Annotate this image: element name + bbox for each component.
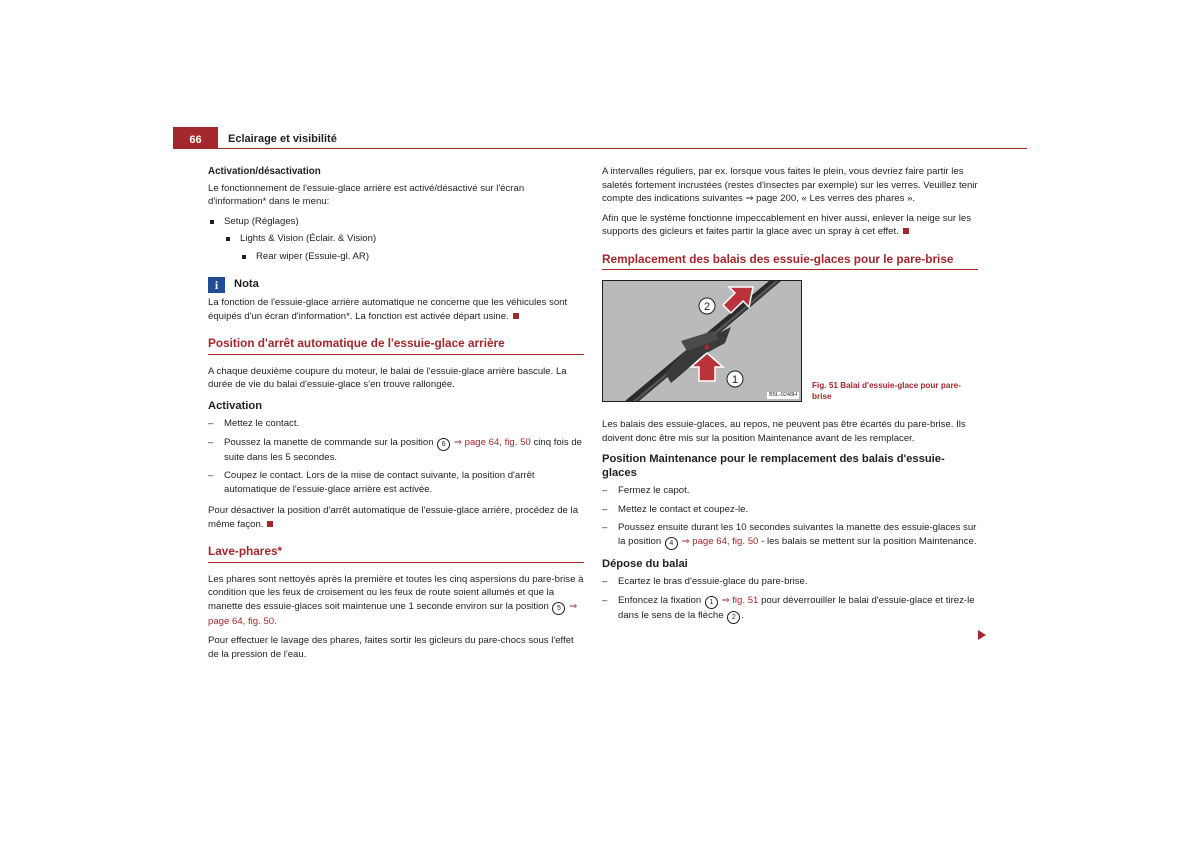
intro-text-2-body: Afin que le système fonctionne impeccablement en hiver aussi, enlever la neige sur les supports des gicleurs et faites partir la glace avec un spray à cet effet. — [602, 212, 972, 237]
step-text: cinq fois de suite dans les 5 secondes. — [224, 436, 582, 463]
maintenance-heading: Position Maintenance pour le remplacement des balais d'essuie-glaces — [602, 453, 945, 479]
callout-1-label: 1 — [731, 374, 739, 386]
end-mark-icon — [903, 228, 909, 234]
header-rule — [173, 148, 1027, 149]
section-title-auto-stop: Position d'arrêt automatique de l'essuie-glace arrière — [208, 337, 584, 355]
nota-text — [208, 296, 584, 323]
step-item: – Mettez le contact. — [208, 417, 584, 431]
depose-steps — [602, 575, 978, 624]
activation-text: Le fonctionnement de l'essuie-glace arrière est activé/désactivé sur l'écran d'information* dans le menu: — [208, 182, 525, 207]
intro-text-2 — [602, 212, 978, 239]
wiper-blade-drawing — [603, 281, 801, 401]
step-text: Poussez la manette de commande sur la position — [224, 436, 434, 448]
intro-text-1: A intervalles réguliers, par ex. lorsque vous faites le plein, vous devriez faire partir les saletés fortement incrustées (restes d'insectes par exemple) sur les verres. Veuillez tenir compte des indications suivantes ⇒ page 200, « Les verres des phares ». — [602, 166, 978, 204]
right-column — [602, 165, 978, 632]
end-mark-icon — [267, 521, 273, 527]
callout-2-label: 2 — [703, 301, 711, 313]
section-title-wiper-replacement: Remplacement des balais des essuie-glaces pour le pare-brise — [602, 253, 978, 271]
step-item — [208, 436, 584, 465]
step-text: Enfoncez la fixation — [618, 594, 702, 606]
info-icon: i — [208, 277, 225, 293]
continue-arrow-icon — [978, 630, 986, 640]
position-number: 4 — [665, 537, 678, 550]
step-text: - les balais se mettent sur la position Maintenance. — [761, 535, 977, 547]
figure-code: B5L-0248H — [769, 392, 797, 398]
deactivate-text-body: Pour désactiver la position d'arrêt automatique de l'essuie-glace arrière, procédez de la même façon. — [208, 505, 579, 530]
activation-heading: Activation/désactivation — [208, 166, 321, 177]
left-column — [208, 165, 584, 667]
figure-reference-link[interactable]: ⇒ fig. 51 — [721, 594, 759, 606]
deactivate-text — [208, 504, 584, 531]
menu-path-list — [208, 215, 584, 264]
nota-header — [208, 277, 584, 293]
activation2-heading: Activation — [208, 399, 263, 412]
auto-stop-text: A chaque deuxième coupure du moteur, le balai de l'essuie-glace arrière bascule. La durée de vie du balai d'essuie-glace s'en trouve rallongée. — [208, 365, 567, 390]
lave-text — [208, 573, 584, 629]
menu-item-rear-wiper: Rear wiper (Essuie-gl. AR) — [240, 250, 584, 264]
chapter-title: Eclairage et visibilité — [228, 133, 337, 145]
fixation-point — [705, 345, 710, 350]
end-mark-icon — [513, 313, 519, 319]
position-number: 1 — [705, 596, 718, 609]
page-reference-link[interactable]: ⇒ page 64, fig. 50 — [453, 436, 531, 448]
step-text: Poussez ensuite durant les 10 secondes suivantes la manette des essuie-glaces sur la position — [618, 522, 977, 547]
nota-text-body: La fonction de l'essuie-glace arrière automatique ne concerne que les véhicules sont équipés d'un écran d'information*. La fonction est activée départ usine. — [208, 297, 568, 322]
figure-caption: Fig. 51 Balai d'essuie-glace pour pare-brise — [812, 381, 961, 401]
step-item — [602, 521, 978, 550]
position-number: 2 — [727, 611, 740, 624]
section-title-lave-phares: Lave-phares* — [208, 545, 584, 563]
menu-item-setup: Setup (Réglages) — [208, 215, 584, 229]
wiper-rest-text: Les balais des essuie-glaces, au repos, ne peuvent pas être écartés du pare-brise. Ils doivent donc être mis sur la position Maintenance avant de les remplacer. — [602, 419, 966, 444]
step-text: pour déverrouiller le balai d'essuie-glace et tirez-le dans le sens de la flèche — [618, 594, 975, 621]
step-item: – Fermez le capot. — [602, 484, 978, 498]
page-number: 66 — [173, 127, 218, 148]
step-item: – Coupez le contact. Lors de la mise de contact suivante, la position d'arrêt automatique de l'essuie-glace arrière est activée. — [208, 469, 584, 496]
figure-51 — [602, 280, 978, 402]
page-reference-link[interactable]: ⇒ page 64, fig. 50 — [681, 535, 759, 547]
step-text: . — [741, 609, 744, 621]
step-item: – Mettez le contact et coupez-le. — [602, 503, 978, 517]
depose-heading: Dépose du balai — [602, 557, 688, 570]
position-number: 5 — [552, 602, 565, 615]
activation-steps — [208, 417, 584, 496]
step-item — [602, 594, 978, 624]
wiper-arm-shape — [665, 327, 731, 383]
lave-text-body: Les phares sont nettoyés après la première et toutes les cinq aspersions du pare-brise à condition que les feux de croisement ou les feux de route soient allumés et que la manette des essuie-glaces soit maintenue une 1 seconde environ sur la position — [208, 573, 584, 612]
lave-text-2: Pour effectuer le lavage des phares, faites sortir les gicleurs du pare-chocs sous l'effet de la pression de l'eau. — [208, 635, 574, 660]
page-reference-link[interactable]: ⇒ page 64, fig. 50. — [208, 600, 578, 627]
step-item: – Ecartez le bras d'essuie-glace du pare-brise. — [602, 575, 978, 589]
maintenance-steps — [602, 484, 978, 550]
wiper-blade-illustration — [602, 280, 802, 402]
nota-title: Nota — [234, 278, 259, 291]
position-number: 6 — [437, 438, 450, 451]
menu-item-lights-vision: Lights & Vision (Éclair. & Vision) — [224, 232, 584, 246]
